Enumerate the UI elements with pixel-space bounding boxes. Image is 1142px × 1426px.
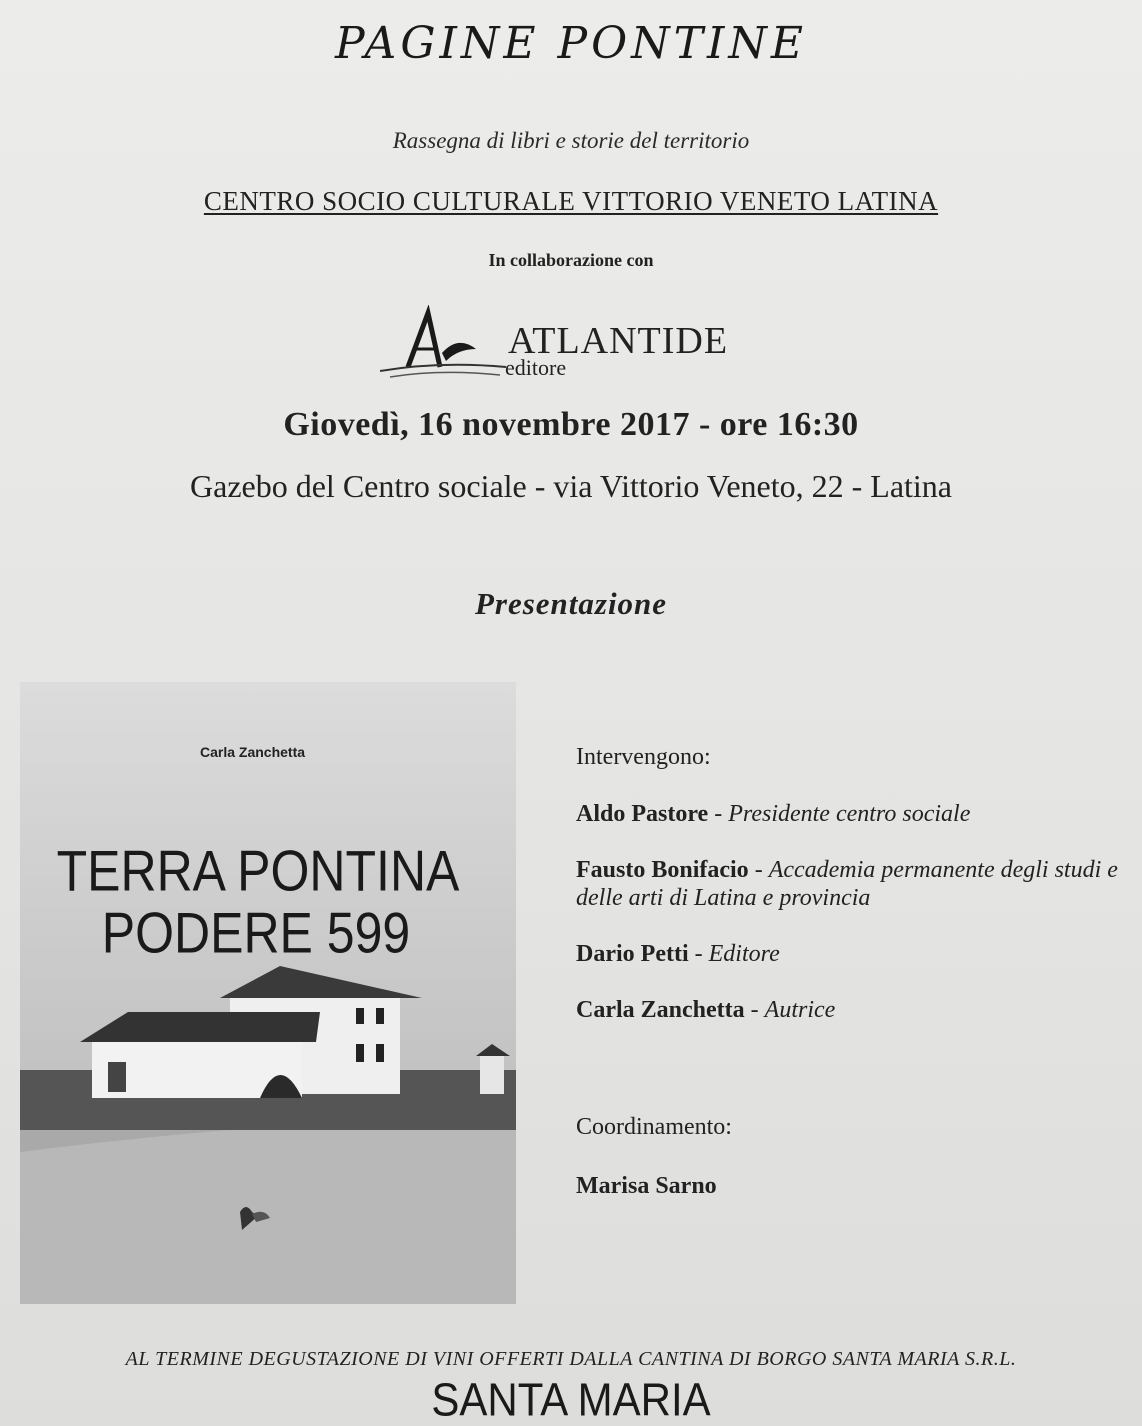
speaker-item — [576, 996, 1126, 1024]
book-title-line1: TERRA PONTINA — [56, 838, 460, 904]
collaboration-label: In collaborazione con — [488, 250, 654, 270]
speaker-item — [576, 800, 1126, 828]
event-type: Presentazione — [474, 586, 668, 621]
publisher-sub: editore — [505, 355, 567, 380]
atlantide-logo-icon — [380, 305, 510, 385]
organizer-name: CENTRO SOCIO CULTURALE VITTORIO VENETO LATINA — [203, 186, 939, 216]
speaker-name: Carla Zanchetta — [576, 997, 745, 1023]
speaker-separator: - — [688, 941, 709, 967]
publisher-name: ATLANTIDE — [508, 320, 729, 362]
speaker-name: Dario Petti — [576, 941, 689, 967]
coordinator-item — [576, 1172, 1126, 1200]
speaker-role: Autrice — [764, 997, 836, 1023]
speaker-role: Accademia permanente degli studi e delle arti di Latina e provincia — [576, 857, 1118, 911]
book-cover — [20, 682, 516, 1304]
book-author: Carla Zanchetta — [200, 744, 306, 760]
farmhouse-photo — [20, 682, 516, 1304]
speaker-separator: - — [748, 857, 769, 883]
speaker-separator: - — [708, 801, 729, 827]
speaker-separator: - — [744, 997, 765, 1023]
speaker-role: Presidente centro sociale — [728, 801, 971, 827]
speakers-heading: Intervengono: — [576, 744, 711, 770]
speaker-role: Editore — [708, 941, 780, 967]
sponsor-brand: SANTA MARIA — [431, 1373, 711, 1426]
event-venue: Gazebo del Centro sociale - via Vittorio Veneto, 22 - Latina — [190, 468, 952, 504]
event-series-title: PAGINE PONTINE — [334, 18, 807, 69]
series-subtitle: Rassegna di libri e storie del territorio — [392, 128, 750, 153]
publisher-logo — [380, 305, 780, 385]
tasting-note: AL TERMINE DEGUSTAZIONE DI VINI OFFERTI DALLA CANTINA DI BORGO SANTA MARIA S.R.L. — [125, 1348, 1017, 1370]
event-date: Giovedì, 16 novembre 2017 - ore 16:30 — [283, 406, 859, 443]
speaker-name: Fausto Bonifacio — [576, 857, 749, 883]
speaker-item — [576, 856, 1126, 912]
coordination-heading: Coordinamento: — [576, 1114, 732, 1140]
speaker-name: Aldo Pastore — [576, 801, 709, 827]
coordinator-name: Marisa Sarno — [576, 1173, 717, 1199]
speaker-item — [576, 940, 1126, 968]
book-title-line2: PODERE 599 — [101, 900, 411, 966]
